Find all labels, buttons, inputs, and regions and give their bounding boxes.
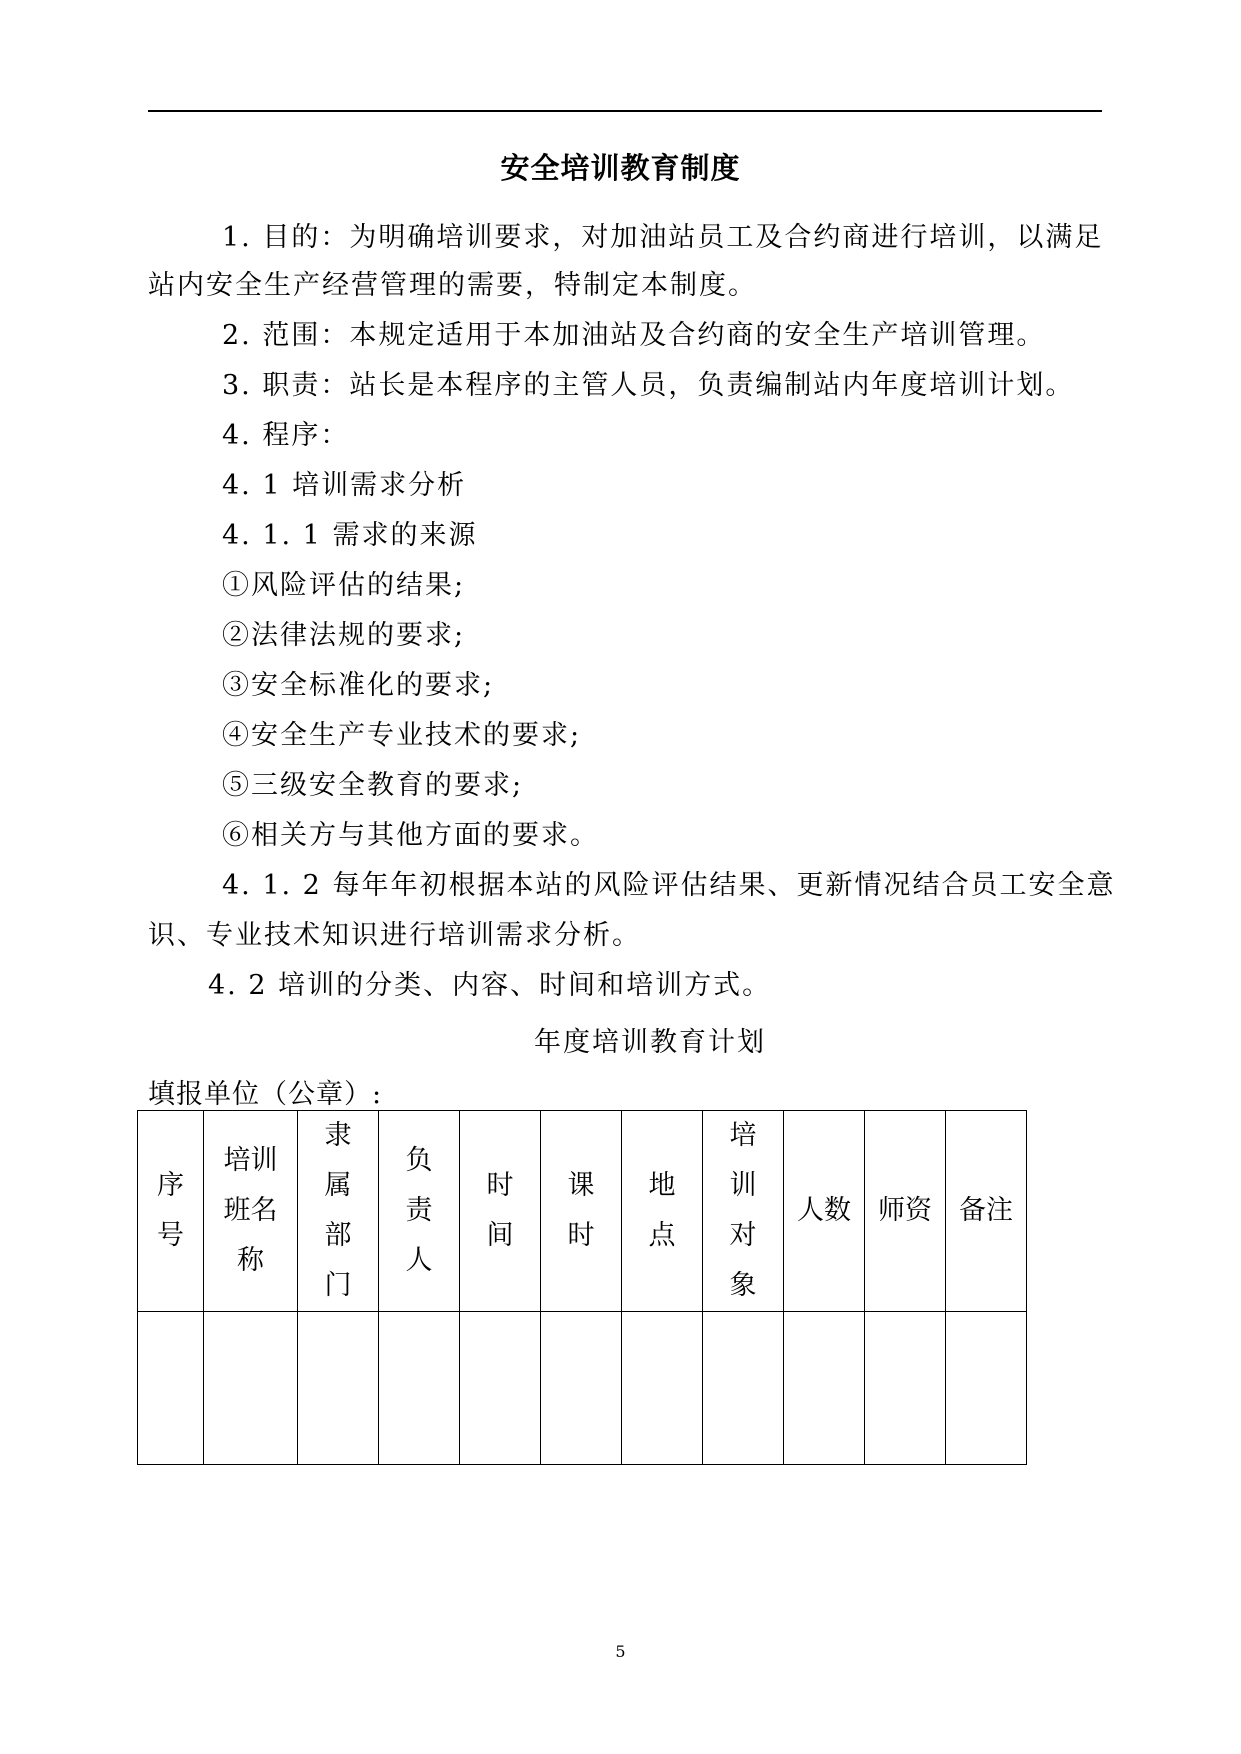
header-cell: 培训对象 (703, 1111, 784, 1312)
header-cell: 课时 (541, 1111, 622, 1312)
list-item: ①风险评估的结果; (222, 570, 466, 601)
paragraph-line: 4. 1 培训需求分析 (222, 470, 467, 501)
table-cell[interactable] (784, 1312, 865, 1465)
table-cell[interactable] (204, 1312, 298, 1465)
training-plan-table (137, 1110, 1027, 1465)
paragraph-line: 4. 1. 1 需求的来源 (222, 520, 478, 551)
list-item: ⑤三级安全教育的要求; (222, 770, 524, 801)
unit-label: 填报单位（公章）: (148, 1079, 383, 1110)
document-title: 安全培训教育制度 (500, 151, 741, 185)
header-cell: 备注 (946, 1111, 1027, 1312)
header-cell: 负责人 (379, 1111, 460, 1312)
table-cell[interactable] (622, 1312, 703, 1465)
paragraph-line: 站内安全生产经营管理的需要，特制定本制度。 (148, 270, 757, 301)
list-item: ⑥相关方与其他方面的要求。 (222, 820, 599, 851)
header-cell: 培训班名称 (204, 1111, 298, 1312)
header-cell: 人数 (784, 1111, 865, 1312)
header-cell: 地点 (622, 1111, 703, 1312)
table-header-row (138, 1111, 1027, 1312)
paragraph-line: 4. 2 培训的分类、内容、时间和培训方式。 (208, 970, 772, 1001)
list-item: ②法律法规的要求; (222, 620, 466, 651)
plan-title: 年度培训教育计划 (534, 1027, 766, 1058)
list-item: ③安全标准化的要求; (222, 670, 495, 701)
table-cell[interactable] (138, 1312, 204, 1465)
table-cell[interactable] (946, 1312, 1027, 1465)
paragraph-line: 识、专业技术知识进行培训需求分析。 (148, 920, 641, 951)
header-cell: 师资 (865, 1111, 946, 1312)
paragraph-line: 2. 范围：本规定适用于本加油站及合约商的安全生产培训管理。 (222, 320, 1046, 351)
paragraph-line: 4. 1. 2 每年年初根据本站的风险评估结果、更新情况结合员工安全意 (222, 870, 1116, 901)
header-cell: 时间 (460, 1111, 541, 1312)
header-rule (148, 110, 1102, 112)
table-row (138, 1312, 1027, 1465)
header-cell: 隶属部门 (298, 1111, 379, 1312)
table-cell[interactable] (460, 1312, 541, 1465)
paragraph-line: 4. 程序： (222, 420, 350, 451)
header-cell: 序号 (138, 1111, 204, 1312)
page-number: 5 (615, 1642, 626, 1661)
table-cell[interactable] (865, 1312, 946, 1465)
table-cell[interactable] (541, 1312, 622, 1465)
table-cell[interactable] (298, 1312, 379, 1465)
paragraph-line: 1. 目的：为明确培训要求，对加油站员工及合约商进行培训，以满足 (222, 222, 1104, 253)
table-cell[interactable] (379, 1312, 460, 1465)
list-item: ④安全生产专业技术的要求; (222, 720, 582, 751)
table-cell[interactable] (703, 1312, 784, 1465)
paragraph-line: 3. 职责：站长是本程序的主管人员，负责编制站内年度培训计划。 (222, 370, 1075, 401)
